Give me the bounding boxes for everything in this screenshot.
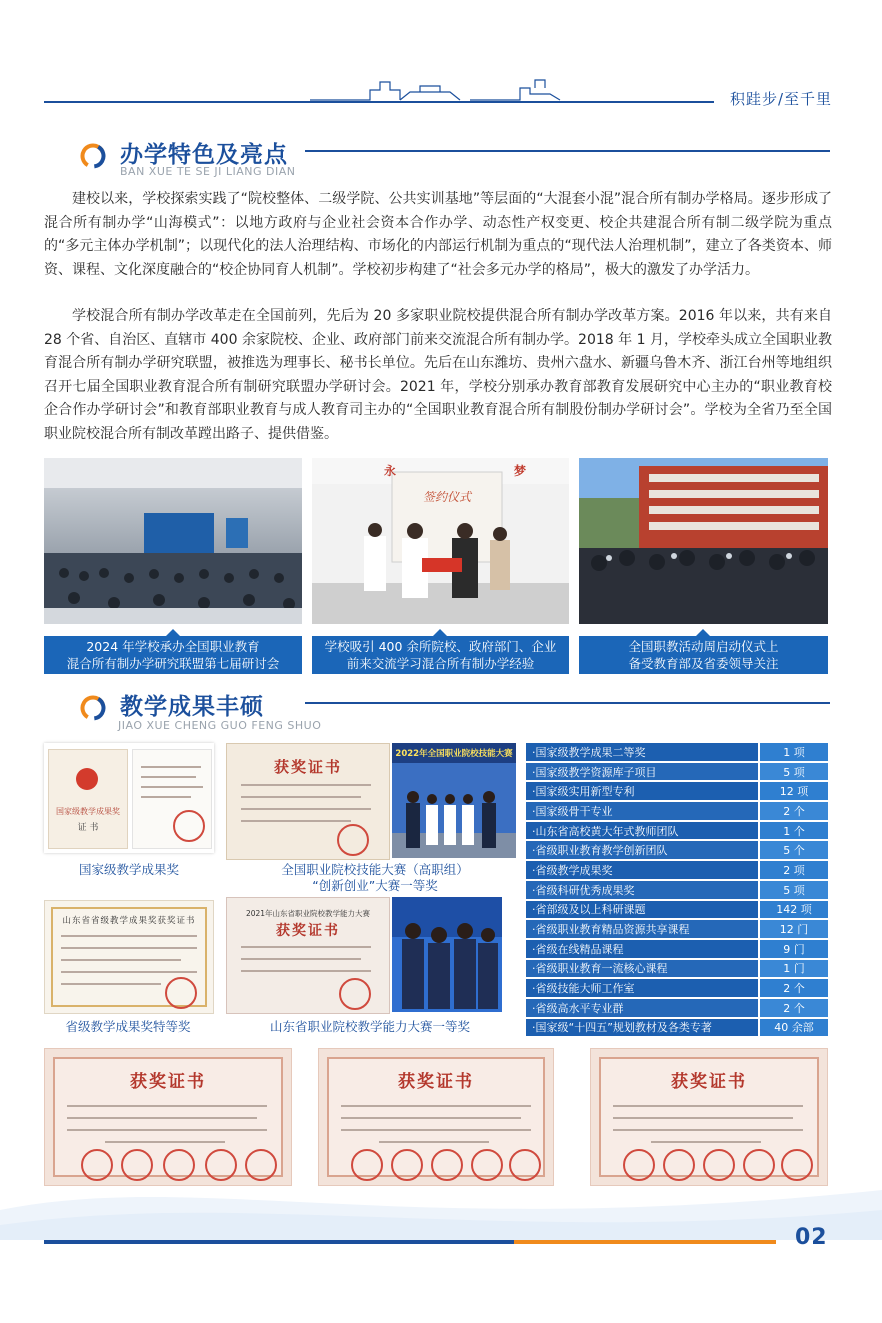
- ceremony-banner-right: 梦: [514, 464, 527, 478]
- stats-value: 5 项: [760, 763, 828, 781]
- stats-value: 5 个: [760, 841, 828, 859]
- stats-label: ·省级技能大师工作室: [526, 979, 758, 997]
- stats-label: ·省级在线精品课程: [526, 940, 758, 958]
- national-emblem-icon: [76, 768, 98, 790]
- stats-label: ·国家级骨干专业: [526, 802, 758, 820]
- red-seal-icon: [339, 978, 371, 1010]
- photo-caption-1-line2: 混合所有制办学研究联盟第七届研讨会: [66, 656, 280, 671]
- photo-caption-1: [44, 636, 302, 674]
- stats-label: ·省级高水平专业群: [526, 999, 758, 1017]
- stats-row: [526, 979, 828, 997]
- award4-cert-title: 获奖证书: [276, 923, 340, 939]
- stats-row: [526, 920, 828, 938]
- award-national-teaching: [44, 743, 214, 853]
- caption-arrow: [696, 629, 710, 636]
- award1-caption: 国家级教学成果奖: [78, 862, 179, 877]
- ceremony-screen-text: 签约仪式: [422, 490, 471, 504]
- stats-row: [526, 881, 828, 899]
- award3-cert-title: 山东省省级教学成果奖获奖证书: [62, 916, 196, 926]
- page-number: 02: [795, 1225, 828, 1250]
- stats-row: [526, 743, 828, 761]
- section1-title: 办学特色及亮点: [120, 142, 288, 168]
- stats-value: 12 项: [760, 782, 828, 800]
- section-ring-icon: [80, 143, 106, 169]
- stats-value: 2 个: [760, 999, 828, 1017]
- photo-caption-2-line1: 学校吸引 400 余所院校、政府部门、企业: [324, 639, 557, 654]
- section1-rule: [305, 150, 830, 152]
- award2-banner: 2022年全国职业院校技能大赛: [392, 743, 516, 763]
- stats-row: [526, 802, 828, 820]
- certificate-2-title: 获奖证书: [398, 1072, 474, 1092]
- section-ring-icon: [80, 695, 106, 721]
- section1-paragraph-2: 学校混合所有制办学改革走在全国前列，先后为 20 多家职业院校提供混合所有制办学改革方案。2016 年以来，共有来自 28 个省、自治区、直辖市 400 余家院校、企业、政府部门前来交流混合所有制办学。2018 年 1 月，学校牵头成立全国职业教育混合所有制办学研究联盟，被推选为理事长、秘书长单位。先后在山东潍坊、贵州六盘水、新疆乌鲁木齐、浙江台州等地组织召开七届全国职业教育混合所有制研究联盟办学研讨会。2021 年，学校分别承办教育部教育发展研究中心主办的“职业教育校企合作办学研讨会”和教育部职业教育与成人教育司主办的“全国职业教育混合所有制股份制办学研讨会”。学校为全省乃至全国职业院校混合所有制改革蹚出路子、提供借鉴。: [44, 308, 832, 442]
- award-skills-competition: [226, 743, 516, 858]
- section2-rule: [305, 702, 830, 704]
- stats-value: 2 个: [760, 979, 828, 997]
- stats-row: [526, 841, 828, 859]
- stats-value: 2 项: [760, 861, 828, 879]
- stats-label: ·国家级教学资源库子项目: [526, 763, 758, 781]
- section2-pinyin: JIAO XUE CHENG GUO FENG SHUO: [118, 719, 322, 732]
- stats-row: [526, 901, 828, 919]
- caption-arrow: [433, 629, 447, 636]
- award-teaching-ability: [226, 897, 516, 1012]
- decorative-wave: [0, 1150, 882, 1240]
- red-seal-icon: [165, 977, 197, 1009]
- stats-row: [526, 960, 828, 978]
- certificate-1-title: 获奖证书: [130, 1072, 206, 1092]
- section1-pinyin: BAN XUE TE SE JI LIANG DIAN: [120, 165, 296, 178]
- stats-label: ·国家级“十四五”规划教材及各类专著: [526, 1019, 758, 1037]
- stats-value: 5 项: [760, 881, 828, 899]
- ceremony-banner-left: 永: [384, 464, 397, 478]
- stats-value: 40 余部: [760, 1019, 828, 1037]
- footer-rule-orange: [514, 1240, 776, 1244]
- photo-signing-ceremony: [312, 458, 569, 624]
- red-seal-icon: [173, 810, 205, 842]
- stats-row: [526, 782, 828, 800]
- stats-label: ·省级职业教育精品资源共享课程: [526, 920, 758, 938]
- stats-label: ·省部级及以上科研课题: [526, 901, 758, 919]
- stats-label: ·国家级教学成果二等奖: [526, 743, 758, 761]
- photo-caption-3: [579, 636, 828, 674]
- stats-label: ·国家级实用新型专利: [526, 782, 758, 800]
- stats-value: 1 项: [760, 743, 828, 761]
- header-skyline-illustration: [300, 74, 600, 104]
- award-provincial-teaching: [44, 900, 214, 1014]
- stats-label: ·山东省高校黄大年式教师团队: [526, 822, 758, 840]
- footer-rule-blue: [44, 1240, 514, 1244]
- photo-caption-2: [312, 636, 569, 674]
- stats-value: 12 门: [760, 920, 828, 938]
- stats-value: 1 个: [760, 822, 828, 840]
- header-rule: [44, 101, 714, 103]
- stats-value: 142 项: [760, 901, 828, 919]
- photo-vocational-week: [579, 458, 828, 624]
- stats-value: 2 个: [760, 802, 828, 820]
- stats-row: [526, 940, 828, 958]
- award4-cert-heading: 2021年山东省职业院校教学能力大赛: [245, 909, 371, 918]
- stats-label: ·省级职业教育一流核心课程: [526, 960, 758, 978]
- stats-row: [526, 822, 828, 840]
- stats-label: ·省级职业教育教学创新团队: [526, 841, 758, 859]
- photo-caption-3-line2: 备受教育部及省委领导关注: [628, 656, 779, 671]
- award4-caption: 山东省职业院校教学能力大赛一等奖: [269, 1019, 470, 1034]
- award2-caption-line2: “创新创业”大赛一等奖: [312, 878, 438, 893]
- section2-title: 教学成果丰硕: [120, 694, 264, 720]
- photo-caption-3-line1: 全国职教活动周启动仪式上: [628, 639, 779, 654]
- stats-value: 9 门: [760, 940, 828, 958]
- award3-caption: 省级教学成果奖特等奖: [65, 1019, 191, 1034]
- award2-caption: [260, 862, 490, 894]
- stats-row: [526, 861, 828, 879]
- stats-value: 1 门: [760, 960, 828, 978]
- photo-caption-1-line1: 2024 年学校承办全国职业教育: [86, 639, 260, 654]
- section1-paragraph-1: 建校以来，学校探索实践了“院校整体、二级学院、公共实训基地”等层面的“大混套小混”混合所有制办学格局。逐步形成了混合所有制办学“山海模式”：以地方政府与企业社会资本合作办学、动态性产权变更、校企共建混合所有制二级学院为重点的“多元主体办学机制”；以现代化的法人治理结构、市场化的内部运行机制为重点的“现代法人治理机制”，建立了各类资本、师资、课程、文化深度融合的“校企协同育人机制”。学校初步构建了“社会多元办学的格局”，极大的激发了办学活力。: [44, 191, 832, 278]
- stats-row: [526, 1019, 828, 1037]
- certificate-3-title: 获奖证书: [671, 1072, 747, 1092]
- award2-caption-line1: 全国职业院校技能大赛（高职组）: [281, 862, 469, 877]
- achievement-stats-table: [526, 743, 828, 1038]
- stats-label: ·省级科研优秀成果奖: [526, 881, 758, 899]
- award2-cert-title: 获奖证书: [273, 758, 342, 776]
- red-seal-icon: [337, 824, 369, 856]
- header-slogan: 积跬步/至千里: [730, 90, 833, 108]
- award1-cert-text2: 证 书: [77, 823, 99, 833]
- stats-row: [526, 999, 828, 1017]
- stats-row: [526, 763, 828, 781]
- stats-label: ·省级教学成果奖: [526, 861, 758, 879]
- award1-cert-text1: 国家级教学成果奖: [56, 807, 120, 816]
- photo-conference-hall: [44, 458, 302, 624]
- caption-arrow: [166, 629, 180, 636]
- photo-caption-2-line2: 前来交流学习混合所有制办学经验: [346, 656, 535, 671]
